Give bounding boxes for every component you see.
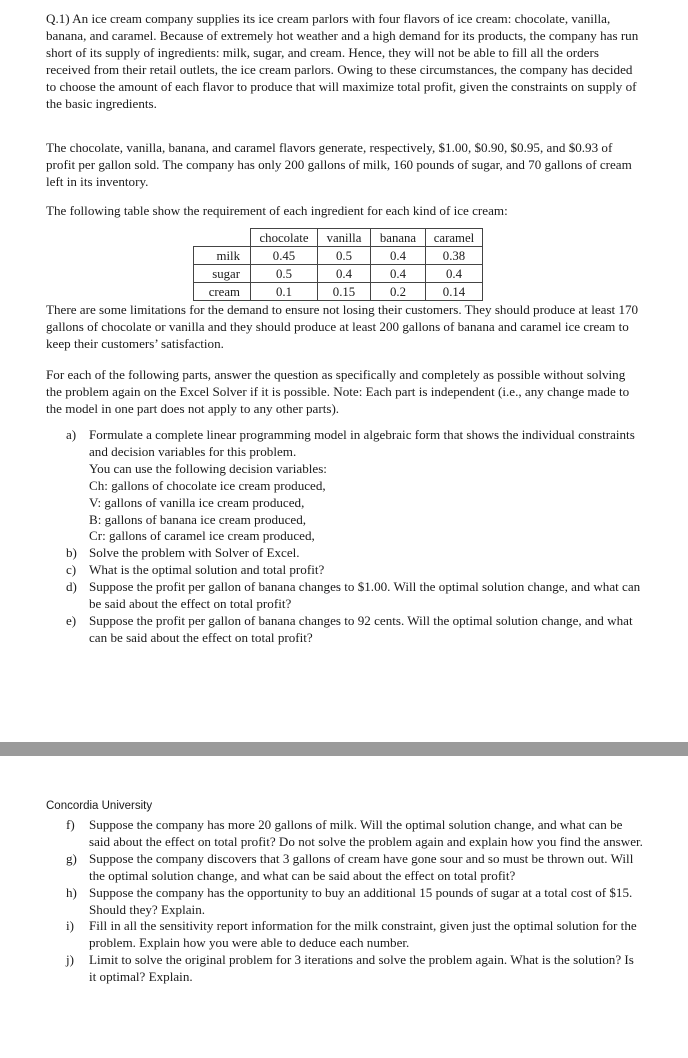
question-text: Suppose the profit per gallon of banana changes to $1.00. Will the optimal solution change, and what can be said about the effect on total profit? — [89, 579, 641, 612]
table-row — [194, 247, 483, 265]
table-cell: 0.45 — [251, 247, 318, 265]
table-cell: 0.4 — [371, 265, 426, 283]
question-letter: h) — [66, 884, 77, 900]
table-row-label: milk — [194, 247, 251, 265]
table-row — [194, 283, 483, 301]
university-header: Concordia University — [46, 800, 153, 812]
question-text: Fill in all the sensitivity report information for the milk constraint, given just the optimal solution for the problem. Explain how you were able to deduce each number. — [89, 918, 637, 951]
question-item — [66, 952, 644, 986]
question-letter: d) — [66, 579, 77, 595]
problem-intro: Q.1) An ice cream company supplies its ice cream parlors with four flavors of ice cream: chocolate, vanilla, banana, and caramel. Because of extremely hot weather and a high demand for its products, the company has run short of its supply of ingredients: milk, sugar, and cream. Hence, they will not be able to fill all the orders received from their retail outlets, the ice cream parlors. Owing to these circumstances, the company has decided to choose the amount of each flavor to produce that will maximize total profit, given the constraints on supply of the basic ingredients. — [46, 11, 639, 111]
document-page-2 — [0, 756, 688, 1058]
question-text: Formulate a complete linear programming model in algebraic form that shows the individual constraints and decision variables for this problem. — [89, 427, 635, 459]
question-letter: a) — [66, 427, 77, 442]
table-cell: 0.38 — [426, 247, 483, 265]
question-text: Suppose the company has the opportunity to buy an additional 15 pounds of sugar at a total cost of $15. Should they? Explain. — [89, 884, 633, 917]
table-cell: 0.15 — [318, 283, 371, 301]
page-divider — [0, 742, 688, 756]
question-list-page-2 — [66, 817, 644, 986]
table-header-banana: banana — [371, 229, 426, 247]
question-text: Limit to solve the original problem for 3 iterations and solve the problem again. What is the solution? Is it optimal? Explain. — [89, 952, 634, 985]
table-row — [194, 265, 483, 283]
table-cell: 0.4 — [426, 265, 483, 283]
question-item — [66, 427, 644, 545]
question-text: Solve the problem with Solver of Excel. — [89, 545, 300, 561]
question-item — [66, 885, 644, 919]
decision-var-v: V: gallons of vanilla ice cream produced, — [89, 494, 305, 510]
question-text: Suppose the company has more 20 gallons of milk. Will the optimal solution change, and what can be said about the effect on total profit? Do not solve the problem again and explain how you find the answer. — [89, 817, 643, 849]
decision-var-cr: Cr: gallons of caramel ice cream produced, — [89, 528, 315, 544]
table-header-row — [194, 229, 483, 247]
table-cell: 0.2 — [371, 283, 426, 301]
question-item — [66, 545, 644, 562]
question-item — [66, 851, 644, 885]
question-item — [66, 562, 644, 579]
question-letter: f) — [66, 817, 75, 832]
profit-paragraph: The chocolate, vanilla, banana, and caramel flavors generate, respectively, $1.00, $0.90, $0.95, and $0.93 of profit per gallon sold. The company has only 200 gallons of milk, 160 pounds of sugar, and 70 gallons of cream left in its inventory. — [46, 140, 632, 189]
question-text: Suppose the company discovers that 3 gallons of cream have gone sour and so must be thrown out. Will the optimal solution change, and what can be said about the effect on total profit? — [89, 850, 634, 883]
question-text: Suppose the profit per gallon of banana changes to 92 cents. Will the optimal solution change, and what can be said about the effect on total profit? — [89, 612, 633, 645]
table-header-caramel: caramel — [426, 229, 483, 247]
ingredient-requirements-table — [193, 228, 483, 301]
table-cell: 0.5 — [251, 265, 318, 283]
table-cell: 0.14 — [426, 283, 483, 301]
table-lead-text: The following table show the requirement of each ingredient for each kind of ice cream: — [46, 203, 508, 218]
table-cell: 0.5 — [318, 247, 371, 265]
question-letter: i) — [66, 918, 74, 934]
table-cell: 0.4 — [371, 247, 426, 265]
table-header-chocolate: chocolate — [251, 229, 318, 247]
question-letter: c) — [66, 562, 77, 578]
question-item — [66, 817, 644, 851]
question-letter: e) — [66, 612, 77, 628]
table-row-label: cream — [194, 283, 251, 301]
table-corner-cell — [194, 229, 251, 247]
question-letter: g) — [66, 850, 77, 866]
table-cell: 0.4 — [318, 265, 371, 283]
question-item — [66, 613, 644, 647]
demand-limits-paragraph: There are some limitations for the demand to ensure not losing their customers. They should produce at least 170 gallons of chocolate or vanilla and they should produce at least 200 gallons of banana and caramel ice cream to keep their customers’ satisfaction. — [46, 302, 639, 351]
decision-vars-intro: You can use the following decision variables: — [89, 460, 327, 476]
question-list-page-1 — [66, 427, 644, 647]
table-cell: 0.1 — [251, 283, 318, 301]
table-header-vanilla: vanilla — [318, 229, 371, 247]
question-item — [66, 579, 644, 613]
question-text: What is the optimal solution and total profit? — [89, 562, 325, 578]
decision-var-b: B: gallons of banana ice cream produced, — [89, 511, 307, 527]
question-item — [66, 918, 644, 952]
decision-var-ch: Ch: gallons of chocolate ice cream produced, — [89, 477, 326, 493]
question-letter: j) — [66, 952, 74, 968]
instructions-paragraph: For each of the following parts, answer the question as specifically and completely as possible without solving the problem again on the Excel Solver if it is possible. Note: Each part is independent (i.e., any change made to the model in one part does not apply to any other parts). — [46, 367, 630, 416]
table-row-label: sugar — [194, 265, 251, 283]
question-letter: b) — [66, 545, 77, 561]
